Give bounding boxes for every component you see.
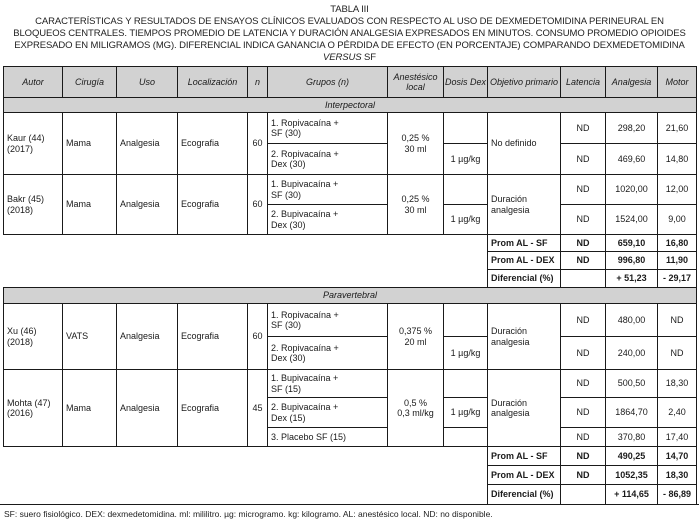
totals-row-prom-sf bbox=[4, 235, 697, 252]
cell-autor: Mohta (47) (2016) bbox=[4, 370, 63, 447]
footnote: SF: suero fisiológico. DEX: dexmedetomidina. ml: mililitro. µg: microgramo. kg: kilogramo. AL: anestésico local. ND: no disponible. bbox=[4, 508, 493, 519]
totals-row-diferencial bbox=[4, 485, 697, 504]
study-row-xu-1 bbox=[4, 304, 697, 337]
cell-analgesia: 298,20 bbox=[606, 113, 658, 144]
cell-objetivo: No definido bbox=[488, 113, 561, 175]
cell-analgesia: 1864,70 bbox=[606, 398, 658, 428]
cell-autor: Bakr (45) (2018) bbox=[4, 175, 63, 235]
col-header-analgesia: Analgesia bbox=[606, 67, 658, 98]
table-title bbox=[0, 0, 699, 64]
title-line-3: EXPRESADO EN MILIGRAMOS (MG). DIFERENCIAL INDICA GANANCIA O PÉRDIDA DE EFECTO (EN PORCENTAJE) COMPARANDO DEXMEDETOMIDINA bbox=[14, 40, 685, 51]
cell-analgesia: 240,00 bbox=[606, 337, 658, 370]
cell-analgesia: 480,00 bbox=[606, 304, 658, 337]
cell-n: 60 bbox=[248, 175, 268, 235]
cell-latencia: ND bbox=[561, 337, 606, 370]
cell-uso: Analgesia bbox=[117, 113, 178, 175]
cell-motor: 2,40 bbox=[658, 398, 697, 428]
cell-grupo-1: 1. Ropivacaína + SF (30) bbox=[268, 304, 388, 337]
blank-area bbox=[4, 270, 488, 288]
cell-cirugia: VATS bbox=[63, 304, 117, 370]
totals-row-prom-dex bbox=[4, 252, 697, 270]
cell-motor: 18,30 bbox=[658, 466, 697, 485]
section-row-interpectoral bbox=[4, 98, 697, 113]
cell-motor: 16,80 bbox=[658, 235, 697, 252]
totals-row-prom-dex bbox=[4, 466, 697, 485]
blank-area bbox=[4, 235, 488, 252]
totals-label: Prom AL - SF bbox=[488, 447, 561, 466]
cell-latencia: ND bbox=[561, 304, 606, 337]
blank-area bbox=[4, 466, 488, 485]
cell-motor: - 29,17 bbox=[658, 270, 697, 288]
cell-dosis-empty bbox=[444, 304, 488, 337]
cell-analgesia: 490,25 bbox=[606, 447, 658, 466]
cell-analgesia: 469,60 bbox=[606, 144, 658, 175]
cell-motor: 17,40 bbox=[658, 428, 697, 447]
col-header-uso: Uso bbox=[117, 67, 178, 98]
cell-grupo-3: 3. Placebo SF (15) bbox=[268, 428, 388, 447]
cell-anestesico: 0,5 % 0,3 ml/kg bbox=[388, 370, 444, 447]
cell-autor: Kaur (44) (2017) bbox=[4, 113, 63, 175]
cell-anestesico: 0,25 % 30 ml bbox=[388, 113, 444, 175]
totals-row-diferencial bbox=[4, 270, 697, 288]
blank-area bbox=[4, 447, 488, 466]
cell-motor: 9,00 bbox=[658, 205, 697, 235]
cell-latencia bbox=[561, 485, 606, 504]
cell-anestesico: 0,375 % 20 ml bbox=[388, 304, 444, 370]
cell-autor: Xu (46) (2018) bbox=[4, 304, 63, 370]
col-header-anestesico: Anestésico local bbox=[388, 67, 444, 98]
cell-latencia: ND bbox=[561, 144, 606, 175]
cell-motor: - 86,89 bbox=[658, 485, 697, 504]
cell-analgesia: 370,80 bbox=[606, 428, 658, 447]
header-row bbox=[4, 67, 697, 98]
cell-objetivo: Duración analgesia bbox=[488, 304, 561, 370]
cell-objetivo: Duración analgesia bbox=[488, 175, 561, 235]
cell-cirugia: Mama bbox=[63, 113, 117, 175]
cell-motor: ND bbox=[658, 304, 697, 337]
cell-analgesia: 1052,35 bbox=[606, 466, 658, 485]
totals-label: Diferencial (%) bbox=[488, 485, 561, 504]
totals-label: Diferencial (%) bbox=[488, 270, 561, 288]
cell-motor: 14,70 bbox=[658, 447, 697, 466]
cell-analgesia: 1524,00 bbox=[606, 205, 658, 235]
study-row-bakr-1 bbox=[4, 175, 697, 205]
cell-analgesia: 1020,00 bbox=[606, 175, 658, 205]
col-header-dosis: Dosis Dex bbox=[444, 67, 488, 98]
title-line-2: BLOQUEOS CENTRALES. TIEMPOS PROMEDIO DE LATENCIA Y DURACIÓN ANALGESIA EXPRESADOS EN MINUTOS. CONSUMO PROMEDIO OPIOIDES bbox=[13, 28, 686, 39]
cell-uso: Analgesia bbox=[117, 175, 178, 235]
section-row-paravertebral bbox=[4, 288, 697, 304]
cell-dosis-empty bbox=[444, 175, 488, 205]
cell-dosis-empty bbox=[444, 113, 488, 144]
cell-localizacion: Ecografia bbox=[178, 113, 248, 175]
col-header-motor: Motor bbox=[658, 67, 697, 98]
cell-latencia: ND bbox=[561, 398, 606, 428]
cell-latencia: ND bbox=[561, 466, 606, 485]
cell-objetivo: Duración analgesia bbox=[488, 370, 561, 447]
cell-anestesico: 0,25 % 30 ml bbox=[388, 175, 444, 235]
versus-rest: SF bbox=[364, 52, 376, 63]
cell-cirugia: Mama bbox=[63, 370, 117, 447]
cell-latencia: ND bbox=[561, 252, 606, 270]
section-label: Interpectoral bbox=[4, 98, 697, 113]
col-header-autor: Autor bbox=[4, 67, 63, 98]
blank-area bbox=[4, 252, 488, 270]
totals-label: Prom AL - SF bbox=[488, 235, 561, 252]
cell-dosis: 1 µg/kg bbox=[444, 398, 488, 428]
cell-grupo-2: 2. Bupivacaína + Dex (30) bbox=[268, 205, 388, 235]
col-header-objetivo: Objetivo primario bbox=[488, 67, 561, 98]
cell-localizacion: Ecografia bbox=[178, 175, 248, 235]
cell-motor: 21,60 bbox=[658, 113, 697, 144]
blank-area bbox=[4, 485, 488, 504]
cell-latencia: ND bbox=[561, 235, 606, 252]
cell-analgesia: 996,80 bbox=[606, 252, 658, 270]
cell-grupo-1: 1. Ropivacaína + SF (30) bbox=[268, 113, 388, 144]
cell-dosis: 1 µg/kg bbox=[444, 337, 488, 370]
cell-latencia: ND bbox=[561, 370, 606, 398]
cell-latencia: ND bbox=[561, 113, 606, 144]
cell-dosis: 1 µg/kg bbox=[444, 144, 488, 175]
cell-analgesia: 500,50 bbox=[606, 370, 658, 398]
cell-motor: ND bbox=[658, 337, 697, 370]
cell-latencia: ND bbox=[561, 428, 606, 447]
cell-motor: 11,90 bbox=[658, 252, 697, 270]
section-label: Paravertebral bbox=[4, 288, 697, 304]
study-row-kaur-1 bbox=[4, 113, 697, 144]
study-row-mohta-1 bbox=[4, 370, 697, 398]
clinical-trials-table bbox=[3, 66, 697, 504]
title-line-4 bbox=[0, 52, 699, 64]
cell-grupo-2: 2. Ropivacaína + Dex (30) bbox=[268, 337, 388, 370]
cell-uso: Analgesia bbox=[117, 304, 178, 370]
totals-label: Prom AL - DEX bbox=[488, 466, 561, 485]
versus-italic: VERSUS bbox=[323, 52, 362, 63]
cell-dosis-empty bbox=[444, 428, 488, 447]
cell-grupo-2: 2. Ropivacaína + Dex (30) bbox=[268, 144, 388, 175]
table-number: TABLA III bbox=[330, 4, 369, 15]
cell-n: 60 bbox=[248, 304, 268, 370]
cell-n: 45 bbox=[248, 370, 268, 447]
title-line-1: CARACTERÍSTICAS Y RESULTADOS DE ENSAYOS CLÍNICOS EVALUADOS CON RESPECTO AL USO DE DEXMEDETOMIDINA PERINEURAL EN bbox=[35, 16, 664, 27]
cell-dosis: 1 µg/kg bbox=[444, 205, 488, 235]
cell-motor: 12,00 bbox=[658, 175, 697, 205]
cell-motor: 18,30 bbox=[658, 370, 697, 398]
col-header-cirugia: Cirugía bbox=[63, 67, 117, 98]
totals-label: Prom AL - DEX bbox=[488, 252, 561, 270]
col-header-n: n bbox=[248, 67, 268, 98]
cell-analgesia: + 114,65 bbox=[606, 485, 658, 504]
col-header-grupos: Grupos (n) bbox=[268, 67, 388, 98]
cell-motor: 14,80 bbox=[658, 144, 697, 175]
cell-latencia: ND bbox=[561, 447, 606, 466]
cell-n: 60 bbox=[248, 113, 268, 175]
cell-grupo-1: 1. Bupivacaína + SF (30) bbox=[268, 175, 388, 205]
cell-latencia: ND bbox=[561, 175, 606, 205]
cell-grupo-2: 2. Bupivacaína + Dex (15) bbox=[268, 398, 388, 428]
cell-dosis-empty bbox=[444, 370, 488, 398]
cell-localizacion: Ecografia bbox=[178, 304, 248, 370]
cell-latencia: ND bbox=[561, 205, 606, 235]
cell-analgesia: 659,10 bbox=[606, 235, 658, 252]
cell-grupo-1: 1. Bupivacaína + SF (15) bbox=[268, 370, 388, 398]
cell-localizacion: Ecografia bbox=[178, 370, 248, 447]
col-header-localizacion: Localización bbox=[178, 67, 248, 98]
totals-row-prom-sf bbox=[4, 447, 697, 466]
cell-latencia bbox=[561, 270, 606, 288]
cell-cirugia: Mama bbox=[63, 175, 117, 235]
col-header-latencia: Latencia bbox=[561, 67, 606, 98]
cell-analgesia: + 51,23 bbox=[606, 270, 658, 288]
cell-uso: Analgesia bbox=[117, 370, 178, 447]
